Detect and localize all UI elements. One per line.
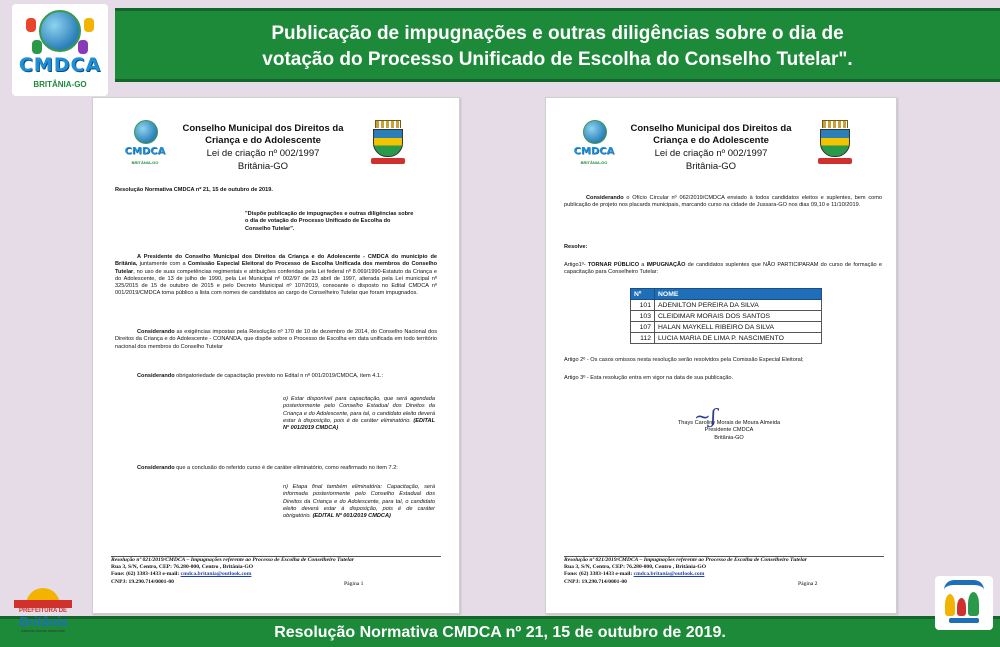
resolve-heading: Resolve: — [564, 244, 588, 250]
doc-footer — [564, 556, 884, 586]
signer-name: Thays Caroliny Morais de Moura Almeida — [677, 420, 781, 426]
globe-icon — [583, 120, 607, 144]
cell-name: ADENILTON PEREIRA DA SILVA — [655, 300, 822, 311]
footer-email-link[interactable]: cmdca.britania@outlook.com — [633, 571, 705, 578]
child-figure-icon — [32, 40, 42, 54]
bottom-banner — [0, 616, 1000, 647]
doc-header-line: Conselho Municipal dos Direitos da — [182, 123, 344, 134]
logo-subtext: BRITÂNIA-GO — [33, 80, 87, 89]
family-icon — [935, 576, 993, 630]
doc-header-line: Criança e do Adolescente — [653, 135, 769, 146]
signature-mark: ~ʃ — [694, 404, 717, 428]
cell-name: HALAN MAYKELL RIBEIRO DA SILVA — [655, 322, 822, 333]
title-line-2: votação do Processo Unificado de Escolha do Conselho Tutelar". — [262, 49, 853, 70]
column-header-name: NOME — [655, 289, 822, 300]
globe-icon — [39, 10, 81, 52]
doc-logo — [121, 120, 169, 172]
doc-header-line: Lei de criação nº 002/1997 — [206, 148, 320, 159]
quote-edital-7-2: n) Etapa final também eliminatória: Capacitação, será informada posteriormente pelo Conselho Estadual dos Direitos da Criança e do Adolescente, para tal, o candidato eleito deverá estar à disposição, pois é de caráter obrigatório. (EDITAL Nº 001/2019 CMDCA) — [283, 484, 435, 520]
doc-header-line: Conselho Municipal dos Direitos da — [630, 123, 792, 134]
footer-line: CNPJ: 19.290.714/0001-00 — [564, 578, 627, 585]
prefeitura-name: Britânia — [18, 614, 68, 629]
globe-icon — [134, 120, 158, 144]
paragraph-preamble: A Presidente do Conselho Municipal dos Direitos da Criança e do Adolescente - CMDCA do município de Britânia, juntamente com a Comissão Especial Eleitoral do Processo de Escolha Unificada dos membros do Conselho Tutelar, no uso de suas competências regimentais e atribuições conferidas pela Lei federal nº 8.069/1990-Estatuto da Criança e do Adolescente, de 13 de julho de 1990, pela Lei Municipal nº 002/97 de 23 abril de 1997, alterada pela Lei municipal nº 325/2015 de 15 de outubro de 2015 e pelo Decreto Municipal nº 107/2019, consoante o disposto no Edital CMDCA nº 001/2019/CMDCA toma público a lista com nomes de candidatos ao cargo de Conselheiro Tutelar que foram impugnados. — [115, 254, 437, 297]
table-row — [631, 333, 822, 344]
doc-footer — [111, 556, 441, 586]
table-row — [631, 300, 822, 311]
person-icon — [945, 594, 955, 616]
base-bar — [949, 618, 979, 623]
municipal-crest-icon — [371, 120, 405, 168]
article-2: Artigo 2º - Os casos omissos nesta resolução serão resolvidos pela Comissão Especial Eleitoral; — [564, 357, 804, 363]
doc-header-line: Criança e do Adolescente — [205, 135, 321, 146]
child-figure-icon — [84, 18, 94, 32]
logo-band — [14, 600, 72, 608]
child-figure-icon — [78, 40, 88, 54]
page-number: Página 1 — [344, 581, 364, 587]
doc-logo-text: CMDCA — [573, 146, 615, 157]
municipal-crest-icon — [818, 120, 852, 168]
person-icon — [957, 598, 966, 616]
footer-line: Fone: (62) 3383-1433 e-mail: — [564, 571, 634, 578]
paragraph-considerando-1: Considerando as exigências impostas pela Resolução nº 170 de 10 de dezembro de 2014, do Conselho Nacional dos Direitos da Criança e do Adolescente - CONANDA, que dispõe sobre o Processo de Escolha em data unificada em todo território nacional dos membros do Conselho Tutelar — [115, 329, 437, 350]
person-icon — [968, 592, 979, 616]
article-1: Artigo1º- TORNAR PÚBLICO a IMPUGNAÇÃO de candidatos suplentes que NÃO PARTICIPARAM do curso de formação e capacitação para Conselheiro Tutelar: — [564, 262, 882, 276]
footer-line: Rua 3, S/N, Centro, CEP: 76.280-000, Centro , Britânia-GO — [564, 564, 707, 571]
paragraph-considerando: Considerando o Ofício Circular nº 062/2019/CMDCA enviado à todos candidatos eleitos e suplentes, bem como publicação de projeto nos placards municipais, marcando curso na cidade de Jussara-GO nos dias 09,10 e 11/10/2019. — [564, 195, 882, 209]
impugnados-table — [630, 288, 822, 344]
signer-role: Presidente CMDCA — [704, 427, 754, 434]
article-3: Artigo 3º - Esta resolução entra em vigor na data de sua publicação. — [564, 375, 734, 381]
title-banner — [115, 8, 1000, 82]
cell-number: 107 — [631, 322, 655, 333]
doc-logo-subtext: BRITÂNIA-GO — [131, 160, 159, 165]
doc-header-line: Britânia-GO — [685, 161, 737, 172]
footer-line: Rua 3, S/N, Centro, CEP: 76.280-000, Centro , Britânia-GO — [111, 564, 254, 571]
signer-city: Britânia-GO — [714, 434, 744, 441]
page-title — [115, 21, 1000, 73]
bottom-banner-text: Resolução Normativa CMDCA nº 21, 15 de outubro de 2019. — [274, 624, 726, 641]
footer-email-link[interactable]: cmdca.britania@outlook.com — [180, 571, 252, 578]
document-page-1 — [92, 97, 460, 614]
cmdca-logo — [12, 4, 108, 96]
footer-line: CNPJ: 19.290.714/0001-00 — [111, 578, 174, 585]
title-line-1: Publicação de impugnações e outras diligências sobre o dia de — [271, 23, 844, 44]
signature-block — [654, 420, 804, 442]
prefeitura-slogan: Abrindo novos caminhos — [21, 628, 65, 633]
prefeitura-label: PREFEITURA DE — [18, 608, 68, 614]
quote-edital-4-1: o) Estar disponível para capacitação, que será agendada posteriormente pelo Conselho Estadual dos Direitos da Criança e do Adolescente, para tal, o candidato eleito deverá estar à disposição, pois é de caráter eliminatório. (EDITAL Nº 001/2019 CMDCA) — [283, 396, 435, 432]
cell-number: 103 — [631, 311, 655, 322]
document-page-2 — [545, 97, 897, 614]
cell-name: LUCIA MARIA DE LIMA P. NASCIMENTO — [655, 333, 822, 344]
paragraph-considerando-3: Considerando que a conclusão do referido curso é de caráter eliminatório, como reafirmado no item 7.2: — [137, 465, 398, 471]
paragraph-considerando-2: Considerando obrigatoriedade de capacitação previsto no Edital n nº 001/2019/CMDCA, item 4.1.: — [137, 373, 384, 379]
logo-text: CMDCA — [18, 54, 102, 76]
doc-header-text — [173, 123, 353, 173]
child-figure-icon — [26, 18, 36, 32]
doc-logo-subtext: BRITÂNIA-GO — [580, 160, 608, 165]
footer-line: Resolução nº 021/2019/CMDCA – Impugnações referente ao Processo de Escolha de Conselheiro Tutelar — [564, 557, 807, 563]
column-header-number: Nº — [631, 289, 655, 300]
doc-logo — [570, 120, 618, 172]
doc-header-line: Britânia-GO — [237, 161, 289, 172]
roof-icon — [944, 580, 984, 590]
cell-number: 112 — [631, 333, 655, 344]
doc-logo-text: CMDCA — [124, 146, 166, 157]
table-row — [631, 311, 822, 322]
table-header-row — [631, 289, 822, 300]
page-number: Página 2 — [798, 581, 818, 587]
resolution-title: Resolução Normativa CMDCA nº 21, 15 de outubro de 2019. — [115, 187, 273, 193]
cell-number: 101 — [631, 300, 655, 311]
doc-header-line: Lei de criação nº 002/1997 — [654, 148, 768, 159]
prefeitura-logo — [8, 588, 78, 636]
doc-header-text — [621, 123, 801, 173]
footer-line: Resolução nº 021/2019/CMDCA – Impugnações referente ao Processo de Escolha de Conselheiro Tutelar — [111, 557, 354, 563]
cell-name: CLEIDIMAR MORAIS DOS SANTOS — [655, 311, 822, 322]
top-area — [0, 0, 1000, 88]
table-row — [631, 322, 822, 333]
ementa: "Dispõe publicação de impugnações e outras diligências sobre o dia de votação do Processo Unificado de Escolha do Conselho Tutelar". — [245, 211, 414, 232]
footer-line: Fone: (62) 3383-1433 e-mail: — [111, 571, 181, 578]
